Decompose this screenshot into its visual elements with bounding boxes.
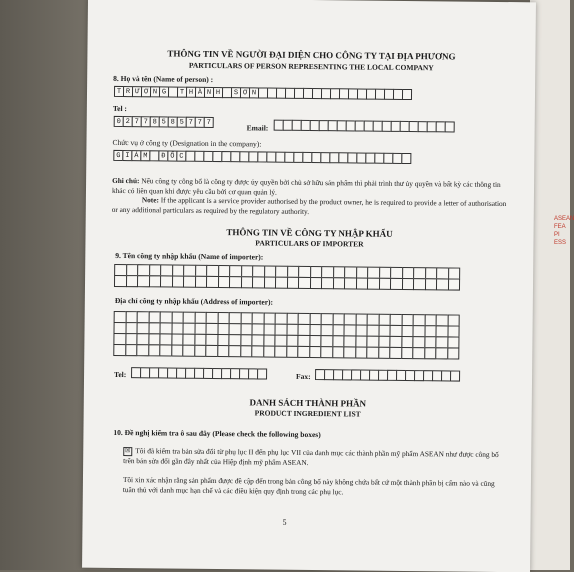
name-char-box[interactable]: T: [114, 86, 124, 97]
ingredient-paragraph-2: Tôi xin xác nhận rằng sản phẩm được đề cập đến trong bản công bố này không chứa bất cứ một thành phần bị cấm nào và cũng tuân thủ với danh mục hạn chế và các điều kiện quy định trong các phụ lục.: [122, 475, 495, 496]
designation-char-box[interactable]: Ố: [167, 150, 177, 161]
designation-char-box[interactable]: [401, 153, 411, 164]
designation-char-box[interactable]: M: [140, 150, 150, 161]
note-vi-label: Ghi chú:: [112, 175, 140, 186]
tel-char-box[interactable]: 5: [177, 117, 187, 128]
tel-char-box[interactable]: 7: [132, 116, 142, 127]
document-page: [82, 0, 536, 572]
ingredient-paragraph-1: [123, 446, 503, 469]
designation-char-box[interactable]: G: [113, 150, 123, 161]
representative-title-en: PARTICULARS OF PERSON REPRESENTING THE LOCAL COMPANY: [188, 60, 434, 73]
page-number: 5: [282, 517, 287, 527]
ingredients-title-en: PRODUCT INGREDIENT LIST: [254, 408, 361, 419]
designation-char-box[interactable]: I: [122, 150, 132, 161]
note-vi-text: Nếu công ty công bố là công ty được ủy quyền bởi chủ sở hữu sản phẩm thì phải trình thư ủy quyền và bất kỳ các thông tin khác có liên quan khi được yêu cầu bởi cơ quan quản lý.: [111, 176, 501, 197]
name-char-box[interactable]: N: [204, 87, 214, 98]
email-boxes: [275, 120, 455, 133]
importer-title-en: PARTICULARS OF IMPORTER: [255, 238, 364, 249]
side-stamp-text: ASEAN FEA PI ESS: [554, 216, 574, 246]
designation-char-box[interactable]: Á: [131, 150, 141, 161]
importer-fax-box[interactable]: [450, 370, 460, 381]
name-char-box[interactable]: N: [150, 86, 160, 97]
tel-char-box[interactable]: 7: [195, 117, 205, 128]
tel-char-box[interactable]: 7: [186, 117, 196, 128]
designation-char-box[interactable]: C: [176, 151, 186, 162]
note-en: [112, 195, 507, 218]
name-char-box[interactable]: Ơ: [240, 87, 250, 98]
tel-char-box[interactable]: 8: [150, 116, 160, 127]
name-char-box[interactable]: H: [186, 87, 196, 98]
tel-char-box[interactable]: 0: [114, 116, 124, 127]
ingredients-title-vi: DANH SÁCH THÀNH PHẦN: [249, 397, 367, 409]
email-label: Email:: [246, 123, 269, 133]
importer-address-grid: [114, 311, 459, 360]
importer-address-label: Địa chỉ công ty nhập khẩu (Address of importer):: [114, 295, 274, 307]
person-name-label: 8. Họ và tên (Name of person) :: [113, 73, 214, 84]
importer-tel-box[interactable]: [257, 368, 267, 379]
importer-name-label: 9. Tên công ty nhập khẩu (Name of importer):: [115, 250, 264, 262]
background-right: [530, 0, 574, 570]
email-char-box[interactable]: [445, 121, 455, 132]
importer-tel-boxes: [132, 367, 267, 379]
tel-char-box[interactable]: 7: [141, 116, 151, 127]
importer-tel-label: Tel:: [114, 369, 127, 380]
name-char-box[interactable]: Ư: [132, 86, 142, 97]
name-char-box[interactable]: R: [123, 86, 133, 97]
name-char-box[interactable]: À: [195, 87, 205, 98]
importer-name-box[interactable]: [447, 278, 460, 290]
note-en-label: Note:: [141, 195, 159, 205]
importer-fax-label: Fax:: [296, 371, 311, 382]
tel-boxes: [115, 116, 214, 128]
name-char-box[interactable]: [402, 89, 412, 100]
tel-char-box[interactable]: 7: [204, 117, 214, 128]
name-char-box[interactable]: T: [177, 87, 187, 98]
name-char-box[interactable]: H: [213, 87, 223, 98]
check-annex-checkbox[interactable]: ☒: [123, 447, 132, 456]
note-en-text: If the applicant is a service provider authorised by the product owner, he is required to provide a letter of authorisation or any additional particulars as required by the regulatory authority.: [111, 195, 507, 216]
importer-name-grid: [115, 264, 460, 291]
representative-title-vi: THÔNG TIN VỀ NGƯỜI ĐẠI DIỆN CHO CÔNG TY TẠI ĐỊA PHƯƠNG: [167, 48, 456, 62]
tel-char-box[interactable]: 5: [159, 116, 169, 127]
name-char-box[interactable]: Ơ: [141, 86, 151, 97]
name-char-box[interactable]: G: [159, 86, 169, 97]
designation-char-box[interactable]: Đ: [158, 150, 168, 161]
ingredient-paragraph-1-text: Tôi đã kiểm tra bản sửa đổi từ phụ lục II đến phụ lục VII của danh mục các thành phần mỹ phẩm ASEAN như được công bố trên bản sửa đổi gần đây nhất của Hiệp định mỹ phẩm ASEAN.: [123, 446, 499, 467]
name-char-box[interactable]: N: [249, 87, 259, 98]
name-char-box[interactable]: S: [231, 87, 241, 98]
person-name-boxes: [115, 86, 412, 100]
tel-char-box[interactable]: 2: [123, 116, 133, 127]
importer-fax-boxes: [316, 369, 460, 382]
designation-label: Chức vụ ở công ty (Designation in the company):: [112, 137, 262, 149]
tel-label: Tel :: [112, 103, 128, 114]
designation-boxes: [114, 150, 411, 164]
check-boxes-label: 10. Đề nghị kiểm tra ô sau đây (Please check the following boxes): [113, 427, 321, 440]
importer-title-vi: THÔNG TIN VỀ CÔNG TY NHẬP KHẨU: [226, 227, 393, 239]
tel-char-box[interactable]: 8: [168, 116, 178, 127]
importer-address-box[interactable]: [447, 347, 460, 359]
